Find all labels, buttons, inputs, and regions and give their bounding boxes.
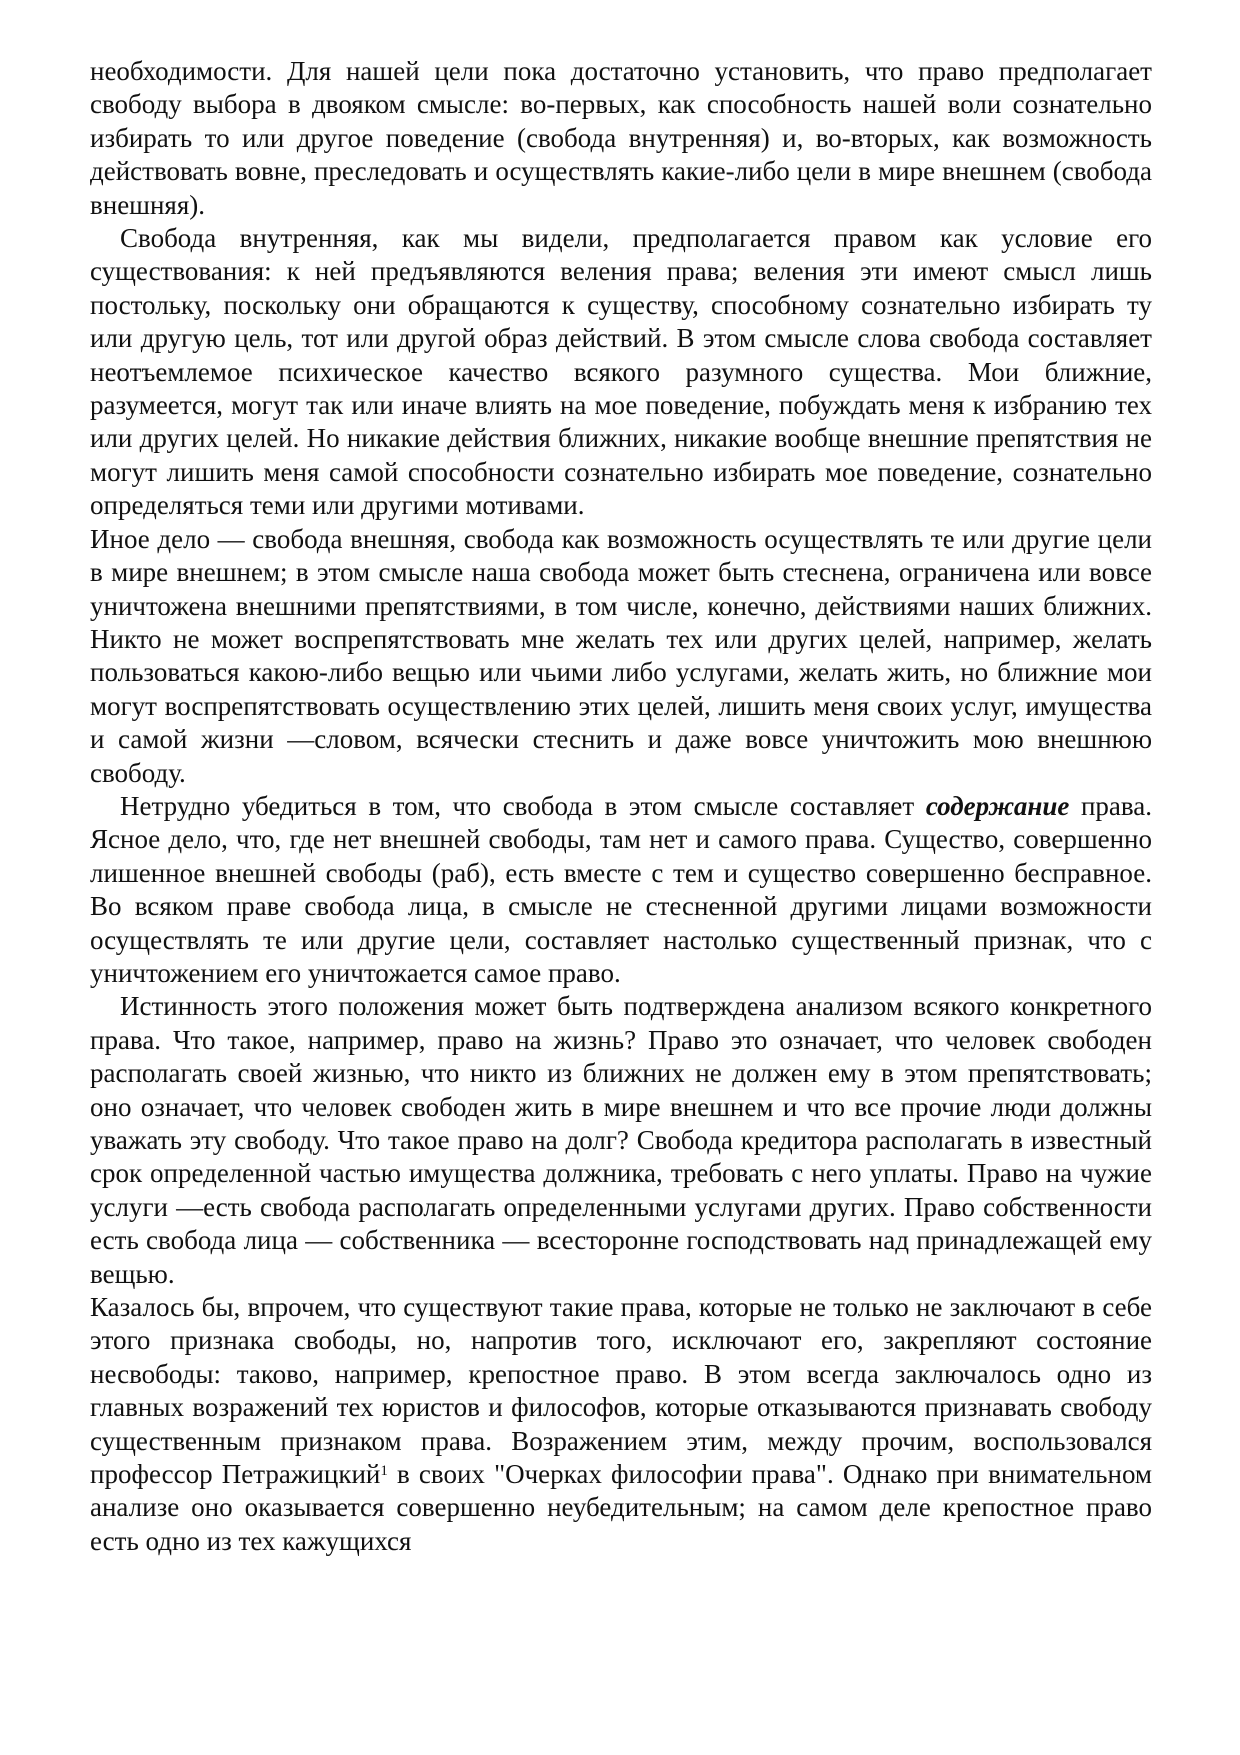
paragraph xyxy=(90,1291,1152,1558)
paragraph: Свобода внутренняя, как мы видели, предполагается правом как условие его существования: к ней предъявляются веления права; веления эти имеют смысл лишь постольку, поскольку они обращаются к существу, способному сознательно избирать ту или другую цель, тот или другой образ действий. В этом смысле слова свобода составляет неотъемлемое психическое качество всякого разумного существа. Мои ближние, разумеется, могут так или иначе влиять на мое поведение, побуждать меня к избранию тех или других целей. Но никакие действия ближних, никакие вообще внешние препятствия не могут лишить меня самой способности сознательно избирать мое поведение, сознательно определяться теми или другими мотивами. xyxy=(90,223,1152,521)
paragraph-text: в своих "Очерках философии права". Однако при внимательном анализе оно оказывается совершенно неубедительным; на самом деле крепостное право есть одно из тех кажущихся xyxy=(90,1459,1153,1556)
paragraph-text: Казалось бы, впрочем, что существуют такие права, которые не только не заключают в себе этого признака свободы, но, напротив того, исключают его, закрепляют состояние несвободы: таково, например, крепостное право. В этом всегда заключалось одно из главных возражений тех юристов и философов, которые отказываются признавать свободу существенным признаком права. Возражением этим, между прочим, воспользовался профессор Петражицкий xyxy=(90,1292,1152,1490)
paragraph-text: Нетрудно убедиться в том, что свобода в этом смысле составляет xyxy=(120,790,926,821)
paragraph: необходимости. Для нашей цели пока достаточно установить, что право предполагает свободу выбора в двояком смысле: во-первых, как способность нашей воли сознательно избирать то или другое поведение (свобода внутренняя) и, во-вторых, как возможность действовать вовне, преследовать и осуществлять какие-либо цели в мире внешнем (свобода внешняя). xyxy=(90,56,1152,220)
emphasized-term: содержание xyxy=(925,790,1070,821)
footnote-mark[interactable]: 1 xyxy=(380,1463,388,1480)
paragraph xyxy=(90,790,1152,990)
document-page xyxy=(90,55,1152,1558)
paragraph: Иное дело — свобода внешняя, свобода как возможность осуществлять те или другие цели в мире внешнем; в этом смысле наша свобода может быть стеснена, ограничена или вовсе уничтожена внешними препятствиями, в том числе, конечно, действиями наших ближних. Никто не может воспрепятствовать мне желать тех или других целей, например, желать пользоваться какою-либо вещью или чьими либо услугами, желать жить, но ближние мои могут воспрепятствовать осуществлению этих целей, лишить меня своих услуг, имущества и самой жизни —словом, всячески стеснить и даже вовсе уничтожить мою внешнюю свободу. xyxy=(90,523,1152,788)
paragraph: Истинность этого положения может быть подтверждена анализом всякого конкретного права. Что такое, например, право на жизнь? Право это означает, что человек свободен располагать своей жизнью, что никто из ближних не должен ему в этом препятствовать; оно означает, что человек свободен жить в мире внешнем и что все прочие люди должны уважать эту свободу. Что такое право на долг? Свобода кредитора располагать в известный срок определенной частью имущества должника, требовать с него уплаты. Право на чужие услуги —есть свобода располагать определенными услугами других. Право собственности есть свобода лица — собственника — всесторонне господствовать над принадлежащей ему вещью. xyxy=(90,991,1152,1289)
paragraph-text: права. Ясное дело, что, где нет внешней свободы, там нет и самого права. Существо, совершенно лишенное внешней свободы (раб), есть вместе с тем и существо совершенно бесправное. Во всяком праве свобода лица, в смысле не стесненной другими лицами возможности осуществлять те или другие цели, составляет настолько существенный признак, что с уничтожением его уничтожается самое право. xyxy=(90,790,1152,988)
